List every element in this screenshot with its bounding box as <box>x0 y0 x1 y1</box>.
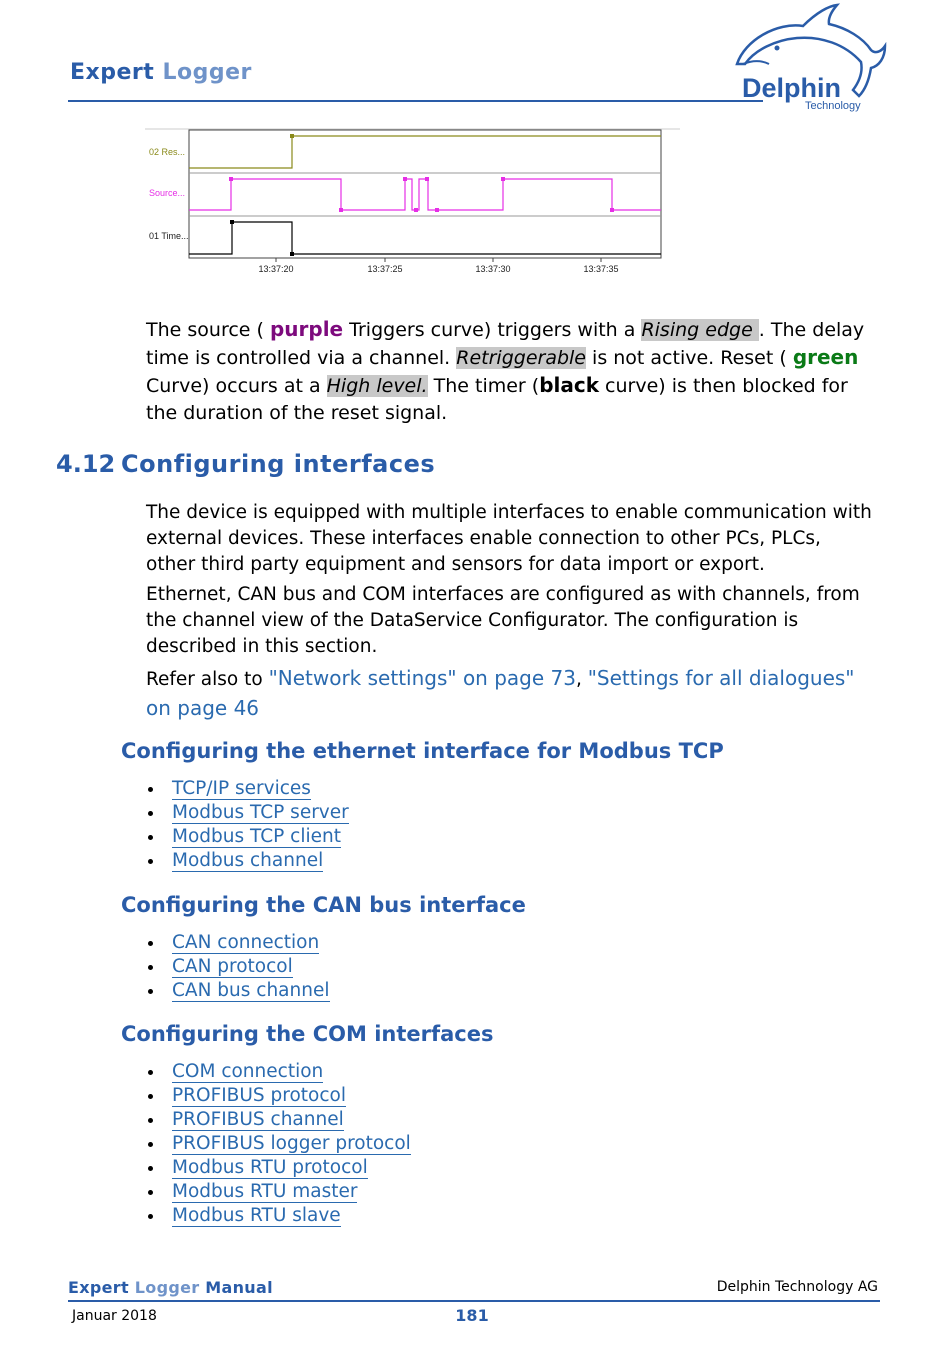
series-label-timer: 01 Time... <box>149 231 189 241</box>
list-item <box>146 1085 411 1109</box>
link-profibus-protocol[interactable]: PROFIBUS protocol <box>172 1085 346 1106</box>
footer-company: Delphin Technology AG <box>716 1279 878 1295</box>
link-modbus-channel[interactable]: Modbus channel <box>172 850 324 871</box>
list-item <box>146 850 349 874</box>
footer-manual-title: Expert Logger Manual <box>68 1278 273 1297</box>
refer-paragraph: Refer also to "Network settings" on page 73, "Settings for all dialogues" on page 46 <box>146 666 855 720</box>
series-label-source: Source... <box>149 188 186 198</box>
link-can-protocol[interactable]: CAN protocol <box>172 956 293 977</box>
list-item <box>146 980 330 1004</box>
footer-date: Januar 2018 <box>72 1308 157 1324</box>
subheading-can: Configuring the CAN bus interface <box>121 893 526 917</box>
link-modbus-rtu-protocol[interactable]: Modbus RTU protocol <box>172 1157 368 1178</box>
svg-text:Technology: Technology <box>805 100 861 112</box>
intro-paragraph: The source ( purple Triggers curve) triggers with a Rising edge . The delay time is controlled via a channel. Retriggerable is not active. Reset ( green Curve) occurs at a High level. The timer (black curve) is then blocked for the duration of the reset signal. <box>146 317 865 424</box>
list-item <box>146 1181 411 1205</box>
link-modbus-tcp-client[interactable]: Modbus TCP client <box>172 826 341 847</box>
x-tick-label: 13:37:30 <box>475 264 511 274</box>
link-tcpip-services[interactable]: TCP/IP services <box>172 778 311 799</box>
section-paragraph-1: The device is equipped with multiple interfaces to enable communication with external devices. These interfaces enable connection to other PCs, PLCs, other third party equipment and sensors for data import or export. <box>146 502 872 575</box>
series-label-reset: 02 Res... <box>149 147 186 157</box>
list-item <box>146 1205 411 1229</box>
section-paragraph-2: Ethernet, CAN bus and COM interfaces are configured as with channels, from the channel view of the DataService Configurator. The configuration is described in this section. <box>146 584 860 657</box>
delphin-logo <box>725 2 890 112</box>
list-item <box>146 1109 411 1133</box>
header-rule <box>68 100 763 102</box>
can-link-list <box>146 932 330 1004</box>
section-title: Configuring interfaces <box>121 450 436 478</box>
x-tick-label: 13:37:20 <box>258 264 294 274</box>
timing-chart <box>145 128 680 278</box>
list-item <box>146 802 349 826</box>
list-item <box>146 932 330 956</box>
x-tick-label: 13:37:35 <box>583 264 619 274</box>
list-item <box>146 1061 411 1085</box>
section-number: 4.12 <box>56 450 116 478</box>
link-can-connection[interactable]: CAN connection <box>172 932 320 953</box>
footer-rule <box>68 1300 880 1302</box>
link-can-bus-channel[interactable]: CAN bus channel <box>172 980 330 1001</box>
link-com-connection[interactable]: COM connection <box>172 1061 324 1082</box>
link-modbus-tcp-server[interactable]: Modbus TCP server <box>172 802 349 823</box>
page-number: 181 <box>455 1306 489 1325</box>
x-tick-label: 13:37:25 <box>367 264 403 274</box>
list-item <box>146 1157 411 1181</box>
list-item <box>146 778 349 802</box>
list-item <box>146 956 330 980</box>
ethernet-link-list <box>146 778 349 874</box>
link-modbus-rtu-slave[interactable]: Modbus RTU slave <box>172 1205 341 1226</box>
svg-text:Delphin: Delphin <box>742 73 841 103</box>
link-modbus-rtu-master[interactable]: Modbus RTU master <box>172 1181 358 1202</box>
link-network-settings[interactable]: "Network settings" on page 73 <box>268 666 576 690</box>
list-item <box>146 826 349 850</box>
header-title: Expert Logger <box>70 60 252 85</box>
link-settings-all-dialogues[interactable]: "Settings for all dialogues" on page 46 <box>146 666 855 720</box>
series-reset-marker <box>290 134 294 138</box>
list-item <box>146 1133 411 1157</box>
link-profibus-channel[interactable]: PROFIBUS channel <box>172 1109 344 1130</box>
link-profibus-logger-protocol[interactable]: PROFIBUS logger protocol <box>172 1133 411 1154</box>
subheading-ethernet: Configuring the ethernet interface for Modbus TCP <box>121 739 724 763</box>
subheading-com: Configuring the COM interfaces <box>121 1022 494 1046</box>
com-link-list <box>146 1061 411 1229</box>
